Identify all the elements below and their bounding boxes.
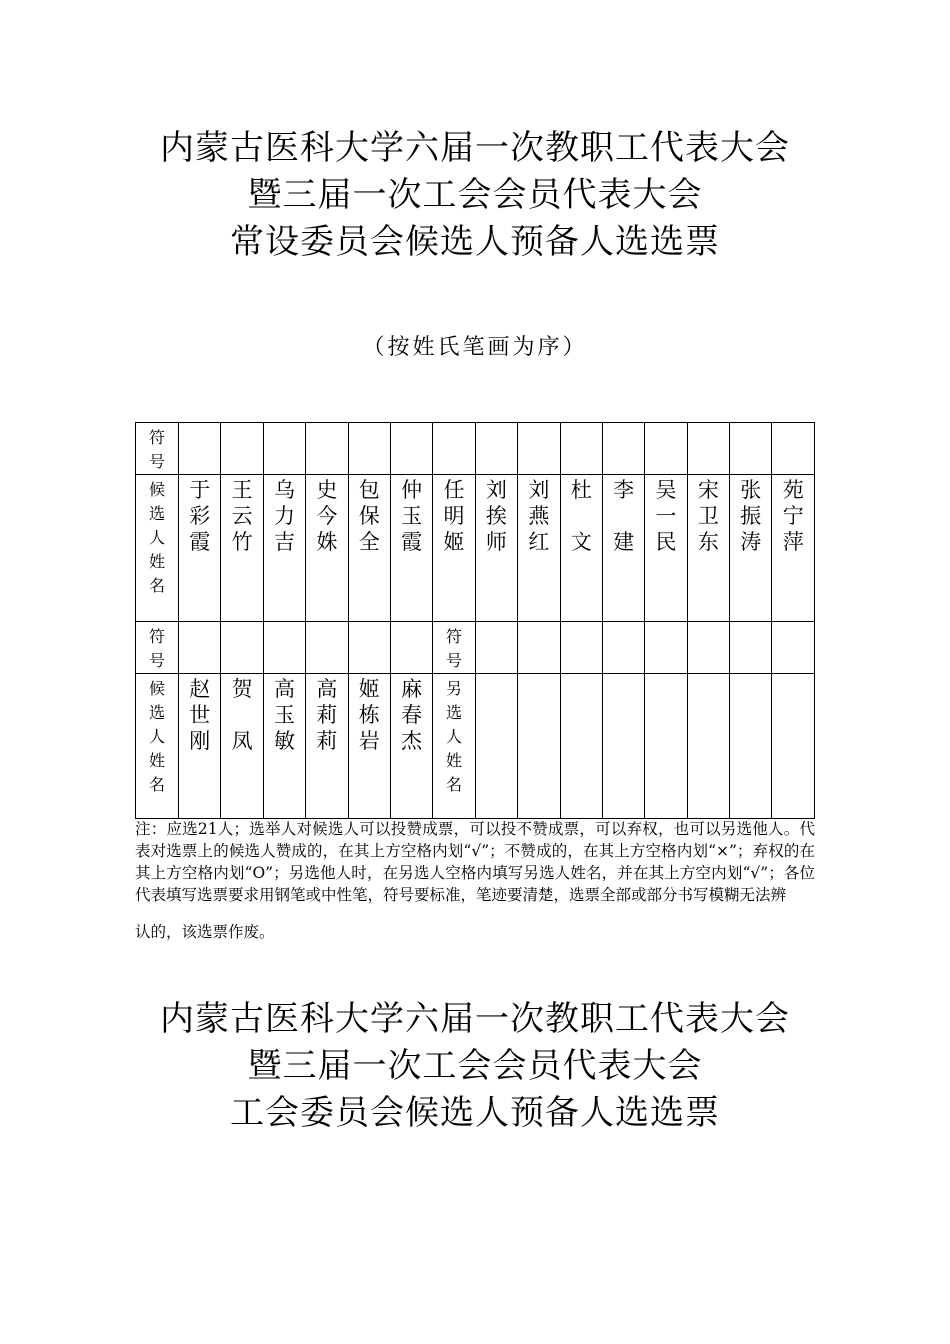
write-in-cell[interactable] xyxy=(730,674,772,819)
symbol-cell[interactable] xyxy=(602,423,644,475)
candidate-name-cell: 李 建 xyxy=(602,475,644,622)
symbol-cell[interactable] xyxy=(687,423,729,475)
note-tail: 认的，该选票作废。 xyxy=(135,923,275,941)
note-main: 注：应选21人；选举人对候选人可以投赞成票，可以投不赞成票，可以弃权，也可以另选他人。代表对选票上的候选人赞成的，在其上方空格内划“√”；不赞成的，在其上方空格内划“×”；弃权的在其上方空格内划“O”；另选他人时，在另选人空格内填写另选人姓名，并在其上方空内划“√”；各位代表填写选票要求用钢笔或中性笔，符号要标准，笔迹要清楚，选票全部或部分书写模糊无法辨 xyxy=(135,820,815,904)
candidate-name-cell: 麻 春 杰 xyxy=(390,674,432,819)
symbol-cell[interactable] xyxy=(306,622,348,674)
write-in-cell[interactable] xyxy=(475,674,517,819)
symbol-cell[interactable] xyxy=(263,622,305,674)
symbol-cell[interactable] xyxy=(730,622,772,674)
symbol-cell[interactable] xyxy=(221,423,263,475)
candidate-label: 候 选 人 姓 名 xyxy=(136,674,179,819)
ballot-title-1 xyxy=(0,125,950,266)
candidate-name-cell: 刘 燕 红 xyxy=(518,475,560,622)
candidate-name-cell: 张 振 涛 xyxy=(730,475,772,622)
ballot-table xyxy=(135,422,815,819)
instructions-note xyxy=(135,818,815,943)
candidate-name-cell: 贺 凤 xyxy=(221,674,263,819)
write-in-cell[interactable] xyxy=(772,674,815,819)
candidate-name-cell: 于 彩 霞 xyxy=(179,475,221,622)
symbol-row-2 xyxy=(136,622,815,674)
ballot-title-2 xyxy=(0,996,950,1137)
title-line: 工会委员会候选人预备人选选票 xyxy=(230,1093,720,1133)
symbol-row-1 xyxy=(136,423,815,475)
symbol-cell[interactable] xyxy=(475,423,517,475)
symbol-cell[interactable] xyxy=(390,423,432,475)
symbol-cell[interactable] xyxy=(221,622,263,674)
alternate-name-label: 另 选 人 姓 名 xyxy=(433,674,475,819)
candidate-name-cell: 史 今 姝 xyxy=(306,475,348,622)
candidate-name-cell: 刘 挨 师 xyxy=(475,475,517,622)
symbol-cell[interactable] xyxy=(518,423,560,475)
symbol-cell[interactable] xyxy=(730,423,772,475)
candidate-name-cell: 姬 栋 岩 xyxy=(348,674,390,819)
write-in-cell[interactable] xyxy=(602,674,644,819)
symbol-cell[interactable] xyxy=(348,622,390,674)
candidate-label: 候 选 人 姓 名 xyxy=(136,475,179,622)
title-line: 内蒙古医科大学六届一次教职工代表大会 xyxy=(160,999,790,1039)
symbol-cell[interactable] xyxy=(687,622,729,674)
candidate-name-cell: 杜 文 xyxy=(560,475,602,622)
candidate-row-2 xyxy=(136,674,815,819)
candidate-name-cell: 高 莉 莉 xyxy=(306,674,348,819)
symbol-cell[interactable] xyxy=(518,622,560,674)
symbol-cell[interactable] xyxy=(390,622,432,674)
candidate-name-cell: 赵 世 刚 xyxy=(179,674,221,819)
symbol-cell[interactable] xyxy=(179,423,221,475)
title-line: 内蒙古医科大学六届一次教职工代表大会 xyxy=(160,128,790,168)
symbol-cell[interactable] xyxy=(263,423,305,475)
candidate-name-cell: 宋 卫 东 xyxy=(687,475,729,622)
write-in-cell[interactable] xyxy=(687,674,729,819)
write-in-cell[interactable] xyxy=(560,674,602,819)
symbol-cell[interactable] xyxy=(560,423,602,475)
candidate-name-cell: 包 保 全 xyxy=(348,475,390,622)
symbol-cell[interactable] xyxy=(602,622,644,674)
symbol-cell[interactable] xyxy=(306,423,348,475)
symbol-cell[interactable] xyxy=(645,423,687,475)
candidate-name-cell: 苑 宁 萍 xyxy=(772,475,815,622)
candidate-name-cell: 任 明 姬 xyxy=(433,475,475,622)
ordering-note: （按姓氏笔画为序） xyxy=(362,335,588,360)
write-in-cell[interactable] xyxy=(518,674,560,819)
candidate-name-cell: 高 玉 敏 xyxy=(263,674,305,819)
symbol-label: 符 号 xyxy=(136,622,179,674)
symbol-cell[interactable] xyxy=(348,423,390,475)
symbol-cell[interactable] xyxy=(433,423,475,475)
alternate-symbol-label: 符 号 xyxy=(433,622,475,674)
symbol-cell[interactable] xyxy=(475,622,517,674)
symbol-cell[interactable] xyxy=(772,423,815,475)
title-line: 暨三届一次工会会员代表大会 xyxy=(247,1046,703,1086)
symbol-cell[interactable] xyxy=(560,622,602,674)
candidate-name-cell: 王 云 竹 xyxy=(221,475,263,622)
candidate-name-cell: 仲 玉 霞 xyxy=(390,475,432,622)
symbol-cell[interactable] xyxy=(645,622,687,674)
title-line: 常设委员会候选人预备人选选票 xyxy=(230,222,720,262)
candidate-name-cell: 乌 力 吉 xyxy=(263,475,305,622)
candidate-name-cell: 吴 一 民 xyxy=(645,475,687,622)
symbol-cell[interactable] xyxy=(179,622,221,674)
write-in-cell[interactable] xyxy=(645,674,687,819)
symbol-label: 符 号 xyxy=(136,423,179,475)
symbol-cell[interactable] xyxy=(772,622,815,674)
title-line: 暨三届一次工会会员代表大会 xyxy=(247,175,703,215)
candidate-row-1 xyxy=(136,475,815,622)
